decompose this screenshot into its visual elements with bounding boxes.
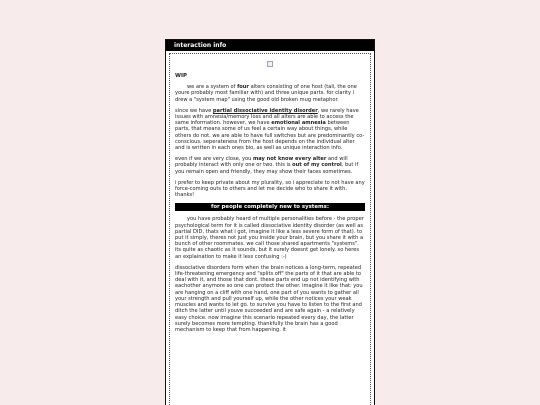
privacy-paragraph: i prefer to keep private about my plurality, so i appreciate to not have any force-coming outs to others and let me decide who to share it with. thanks! bbox=[175, 179, 365, 199]
dissociation-paragraph: dissociative disorders form when the brain notices a long-term, repeated life-threatening emergency and "splits off" the parts of it that are able to deal with it, and those that dont. these parts end up not identifying with eachother anymore so one can protect the other. imagine it like that: you are hanging on a cliff with one hand, one part of you wants to gather all your strength and pull yourself up, while the other notices your weak muscles and wants to let go. to survive you have to listen to the first and ditch the latter until youve succeeded and are safe again - a relatively easy choice. now imagine this scenario repeated every day, the latter surely becomes more tempting. thankfully the brain has a good mechanism to keep that from happening. it bbox=[175, 264, 363, 333]
emphasis-four: four bbox=[237, 84, 249, 91]
emphasis-emotional-amnesia: emotional amnesia bbox=[271, 120, 326, 127]
text-run: between parts, that means some of us feel a certain way about things, while others do not. we are able to have full switches but are predominantly co-conscious. seperateness from the host depends on the individual alter and is written in each ones bio, as well as unique interaction info. bbox=[175, 120, 365, 152]
did-paragraph bbox=[175, 108, 365, 151]
text-run: , we rarely have issues with amnesia/memory loss and all alters are able to access the same information. however, we have bbox=[175, 107, 359, 127]
text-run: even if we are very close, you bbox=[175, 156, 253, 163]
emphasis-may-not-know: may not know every alter bbox=[252, 156, 327, 163]
text-run: we are a system of bbox=[187, 84, 238, 91]
systems-paragraph: you have probably heard of multiple personalities before - the proper psychological term for it is called dissociative identity disorder (as well as partial DID, thats what i got, imagine it like a less severe form of that). to put it simply, theres not just you inside your brain, but you share it with a bunch of other roommates. we call those shared apartments "systems". its quite as chaotic as it sounds, but it surely doesnt get lonely. so heres an explaination to make it less confusing :-) bbox=[175, 216, 364, 260]
text-run: alters consisting of one host (tali, the one youre probably most familiar with) and three unique parts. for clarity i drew a "system map" using the good old broken mug metaphor. bbox=[175, 84, 357, 103]
text-run: since we have bbox=[175, 107, 213, 114]
wip-label: WIP bbox=[175, 73, 187, 79]
emphasis-partial-did: partial dissociative identity disorder bbox=[212, 107, 318, 114]
panel-body[interactable] bbox=[169, 53, 371, 405]
alters-paragraph bbox=[175, 156, 365, 175]
intro-paragraph bbox=[175, 84, 365, 103]
text-run: and will probably interact with only one or two. this is bbox=[175, 156, 348, 169]
panel-title: interaction info bbox=[166, 40, 374, 51]
broken-image-icon bbox=[267, 61, 273, 67]
emphasis-out-of-control: out of my control bbox=[292, 162, 342, 169]
interaction-info-panel bbox=[165, 39, 375, 405]
section-heading: for people completely new to systems: bbox=[175, 203, 365, 211]
text-run: , but if you remain open and friendly, they may show their faces sometimes. bbox=[175, 162, 359, 175]
